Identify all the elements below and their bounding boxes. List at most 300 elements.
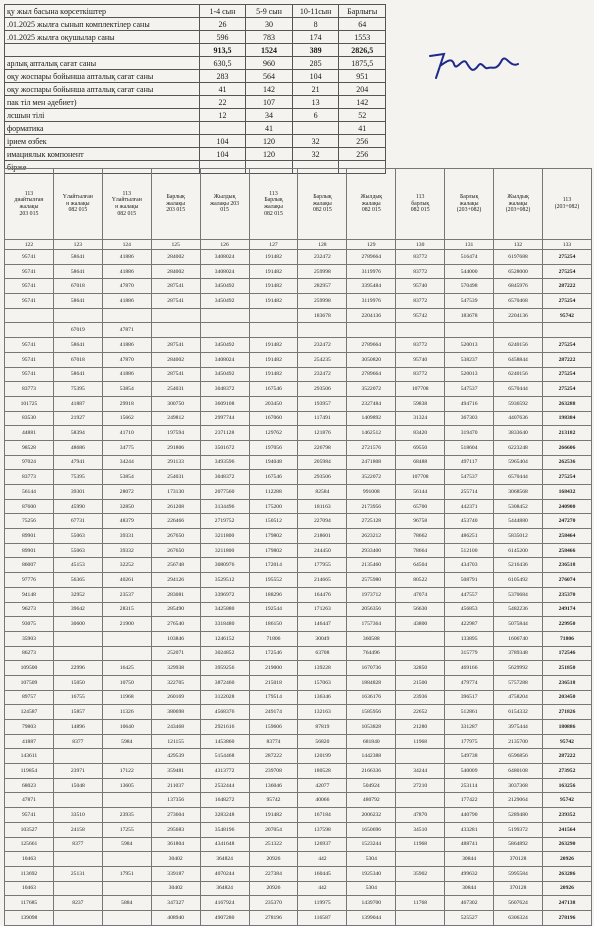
table-cell: 278196 [542,910,591,925]
table-cell: 4341648 [200,837,249,852]
table-cell: 5304 [347,881,396,896]
table-cell: 83773 [5,382,54,397]
table-cell: 267650 [151,529,200,544]
table-cell: 3408024 [200,264,249,279]
table-cell: 278196 [249,910,298,925]
table-cell: 2532444 [200,778,249,793]
summary-row [5,109,386,122]
table-cell: 1648272 [200,793,249,808]
table-cell: 1650696 [347,822,396,837]
table-cell: 1053828 [347,720,396,735]
summary-label: лсшын тілі [5,109,200,122]
summary-row [5,70,386,83]
table-cell: 6105492 [494,573,543,588]
table-cell [200,308,249,323]
column-number: 133 [542,240,591,250]
table-cell: 453740 [445,514,494,529]
table-cell: 520013 [445,367,494,382]
table-cell: 96758 [396,514,445,529]
summary-cell: 913,5 [199,44,246,57]
summary-row [5,135,386,148]
table-cell: 23971 [53,764,102,779]
table-cell: 273604 [151,808,200,823]
table-cell: 97024 [5,455,54,470]
table-cell: 275254 [542,250,591,265]
table-cell: 126937 [298,837,347,852]
table-cell: 47870 [102,279,151,294]
table-cell: 167546 [249,470,298,485]
summary-label: .01.2025 жылға оқушылар саны [5,31,200,44]
summary-row [5,31,386,44]
table-cell: 6480108 [494,764,543,779]
table-cell: 275254 [542,264,591,279]
table-cell: 3395484 [347,279,396,294]
table-cell: 3211800 [200,543,249,558]
table-cell: 681840 [347,734,396,749]
table-cell: 5995584 [494,866,543,881]
table-cell: 191482 [249,352,298,367]
column-number: 129 [347,240,396,250]
table-cell: 5308452 [494,499,543,514]
table-cell: 173130 [151,485,200,500]
table-cell: 5154468 [200,749,249,764]
table-cell: 120199 [298,749,347,764]
summary-cell: 1-4 сын [199,5,246,18]
table-cell: 75256 [5,514,54,529]
table-cell: 3609108 [200,396,249,411]
table-cell: 82584 [298,485,347,500]
table-cell: 101725 [5,396,54,411]
table-cell: 97776 [5,573,54,588]
table-cell: 361804 [151,837,200,852]
table-cell [53,308,102,323]
table-cell: 8237 [53,896,102,911]
summary-cell: 389 [292,44,339,57]
table-cell: 53854 [102,470,151,485]
summary-cell: 21 [292,83,339,96]
table-cell [298,323,347,338]
column-header: 113 Барлық жалақы 082 015 [249,169,298,240]
table-row [5,778,592,793]
table-cell: 359481 [151,764,200,779]
table-cell: 3872460 [200,675,249,690]
table-cell: 3522072 [347,470,396,485]
table-cell [102,631,151,646]
table-cell: 71806 [249,631,298,646]
table-cell: 168432 [542,485,591,500]
summary-cell: 52 [339,109,386,122]
table-cell [396,323,445,338]
table-cell: 86273 [5,646,54,661]
table-cell: 10463 [5,881,54,896]
column-header: 113 диайтылған жалақы 203 015 [5,169,54,240]
table-cell: 2789664 [347,250,396,265]
table-cell: 207054 [249,822,298,837]
summary-cell: 951 [339,70,386,83]
table-cell: 6223248 [494,440,543,455]
column-header: Үлайтылған н жалақы 082 015 [53,169,102,240]
table-row [5,602,592,617]
table-cell: 83772 [396,250,445,265]
table-cell: 3119976 [347,264,396,279]
table-cell: 68023 [5,778,54,793]
table-cell: 3493596 [200,455,249,470]
table-cell: 177422 [445,793,494,808]
table-row [5,455,592,470]
table-cell: 39332 [102,543,151,558]
table-cell: 991008 [347,485,396,500]
summary-cell: 204 [339,83,386,96]
table-cell [542,323,591,338]
table-cell: 218601 [298,529,347,544]
table-cell [494,323,543,338]
table-cell: 2575980 [347,573,396,588]
table-cell: 287541 [151,279,200,294]
table-cell: 179514 [249,690,298,705]
table-cell: 263288 [542,396,591,411]
summary-row [5,83,386,96]
table-cell: 2719752 [200,514,249,529]
table-cell: 95742 [542,734,591,749]
table-cell: 235370 [249,896,298,911]
summary-cell: 630,5 [199,57,246,70]
table-cell [445,323,494,338]
table-cell: 287541 [151,294,200,309]
table-cell: 95741 [5,808,54,823]
summary-cell: 283 [199,70,246,83]
summary-cell: 104 [292,70,339,83]
table-cell: 3450492 [200,367,249,382]
table-cell: 194048 [249,455,298,470]
table-cell: 191482 [249,250,298,265]
table-cell: 186150 [249,617,298,632]
table-cell: 215018 [249,675,298,690]
table-cell: 39301 [53,485,102,500]
summary-cell: 107 [246,96,293,109]
table-cell: 6570444 [494,470,543,485]
summary-table [4,4,386,174]
table-cell: 172014 [249,558,298,573]
summary-row [5,18,386,31]
table-cell: 47870 [102,352,151,367]
table-cell: 2789664 [347,367,396,382]
table-cell: 95741 [5,338,54,353]
table-cell: 8377 [53,734,102,749]
table-row [5,308,592,323]
table-row [5,837,592,852]
table-cell: 48686 [53,440,102,455]
table-cell: 21280 [396,720,445,735]
table-cell: 20926 [542,881,591,896]
table-cell: 547537 [445,470,494,485]
column-number: 131 [445,240,494,250]
table-cell: 251850 [542,661,591,676]
table-cell: 1523244 [347,837,396,852]
table-cell: 244450 [298,543,347,558]
table-cell: 508791 [445,573,494,588]
table-row [5,529,592,544]
table-row [5,661,592,676]
table-cell: 408940 [151,910,200,925]
table-cell: 139228 [298,661,347,676]
table-cell: 6458844 [494,352,543,367]
table-cell: 39642 [53,602,102,617]
column-number: 127 [249,240,298,250]
table-row [5,426,592,441]
table-cell: 469166 [445,661,494,676]
table-cell [102,881,151,896]
table-cell: 315779 [445,646,494,661]
table-cell: 3450492 [200,279,249,294]
table-cell: 39331 [102,529,151,544]
summary-cell: 6 [292,109,339,122]
summary-row [5,57,386,70]
table-cell: 15050 [53,675,102,690]
table-row [5,720,592,735]
column-number: 132 [494,240,543,250]
table-cell: 41886 [102,250,151,265]
table-cell: 488741 [445,837,494,852]
table-cell: 322705 [151,675,200,690]
table-cell: 20926 [249,881,298,896]
table-cell: 47871 [102,323,151,338]
table-cell: 95741 [5,279,54,294]
table-cell [396,646,445,661]
table-cell: 456853 [445,602,494,617]
table-cell: 396517 [445,690,494,705]
summary-cell: 41 [199,83,246,96]
table-cell: 143611 [5,749,54,764]
table-cell: 2721576 [347,440,396,455]
table-row [5,558,592,573]
table-cell: 71806 [542,631,591,646]
table-cell: 5629992 [494,661,543,676]
table-cell: 3450492 [200,294,249,309]
table-cell: 486251 [445,529,494,544]
table-cell: 2471808 [347,455,396,470]
table-cell: 65700 [396,499,445,514]
table-cell: 22996 [53,661,102,676]
table-cell: 43800 [396,617,445,632]
table-cell: 261208 [151,499,200,514]
table-cell: 2135700 [494,734,543,749]
table-cell: 287541 [151,338,200,353]
table-row [5,279,592,294]
table-cell: 175200 [249,499,298,514]
table-cell: 1757364 [347,617,396,632]
table-cell: 28315 [102,602,151,617]
table-row [5,470,592,485]
table-cell: 3318480 [200,617,249,632]
table-cell: 273952 [542,764,591,779]
table-cell: 254031 [151,470,200,485]
table-cell: 167184 [298,808,347,823]
table-cell: 78662 [396,529,445,544]
table-cell: 197056 [249,440,298,455]
table-cell: 58641 [53,367,102,382]
table-cell: 93075 [5,617,54,632]
table-cell: 67018 [53,352,102,367]
table-cell: 75395 [53,470,102,485]
table-cell: 370128 [494,881,543,896]
table-cell: 103527 [5,822,54,837]
table-cell: 95740 [396,352,445,367]
table-cell: 83420 [396,426,445,441]
table-cell: 171263 [298,602,347,617]
table-cell: 253114 [445,778,494,793]
table-cell: 34510 [396,822,445,837]
table-cell: 512100 [445,543,494,558]
table-cell: 180886 [542,720,591,735]
table-row [5,675,592,690]
table-cell: 23935 [102,808,151,823]
table-cell: 3211800 [200,529,249,544]
table-cell: 4070244 [200,866,249,881]
summary-label [5,44,200,57]
table-cell: 34244 [102,455,151,470]
table-cell: 293506 [298,382,347,397]
table-cell: 124587 [5,705,54,720]
table-cell: 17122 [102,764,151,779]
table-cell: 275254 [542,367,591,382]
table-cell: 3529512 [200,573,249,588]
table-row [5,866,592,881]
table-cell: 10640 [102,720,151,735]
summary-cell: 10-11сын [292,5,339,18]
table-cell: 287541 [151,367,200,382]
table-row [5,338,592,353]
table-cell: 6845976 [494,279,543,294]
table-cell: 6240156 [494,367,543,382]
table-cell: 570498 [445,279,494,294]
table-cell: 547537 [445,382,494,397]
table-cell: 163256 [542,778,591,793]
table-cell: 129762 [249,426,298,441]
table-cell: 2997744 [200,411,249,426]
table-cell: 11968 [102,690,151,705]
table-row [5,396,592,411]
table-cell: 191482 [249,279,298,294]
table-cell: 5216436 [494,558,543,573]
table-row [5,734,592,749]
table-cell: 6596856 [494,749,543,764]
table-cell: 516474 [445,250,494,265]
table-cell: 319470 [445,426,494,441]
table-cell: 480792 [347,793,396,808]
table-cell: 1246152 [200,631,249,646]
summary-cell: Барлығы [339,5,386,18]
table-cell: 192544 [249,602,298,617]
table-cell: 339187 [151,866,200,881]
table-cell: 15048 [53,778,102,793]
column-number: 122 [5,240,54,250]
table-row [5,587,592,602]
table-cell: 89901 [5,529,54,544]
table-cell: 3396972 [200,587,249,602]
column-number: 126 [200,240,249,250]
table-cell: 2789664 [347,338,396,353]
table-cell: 157063 [298,675,347,690]
table-cell: 22652 [396,705,445,720]
table-cell: 116587 [298,910,347,925]
table-cell: 47074 [396,587,445,602]
table-cell: 1670736 [347,661,396,676]
table-cell: 239352 [542,808,591,823]
table-cell: 232472 [298,250,347,265]
table-cell: 380698 [151,705,200,720]
table-cell: 63708 [298,646,347,661]
summary-cell: 256 [339,135,386,148]
table-cell: 55063 [53,529,102,544]
table-cell: 20926 [249,852,298,867]
table-cell: 2204136 [494,308,543,323]
table-cell: 41886 [102,294,151,309]
table-cell: 167060 [249,411,298,426]
table-cell: 3522072 [347,382,396,397]
table-cell: 1453860 [200,734,249,749]
summary-label: имациялык компонент [5,148,200,161]
table-row [5,910,592,925]
table-cell: 87819 [298,720,347,735]
table-cell: 45990 [53,499,102,514]
summary-cell: 1524 [246,44,293,57]
table-cell: 146447 [298,617,347,632]
table-cell: 547539 [445,294,494,309]
table-cell: 83772 [396,367,445,382]
summary-cell: 960 [246,57,293,70]
table-cell: 2135460 [347,558,396,573]
column-header: Барлық жалақы 203 015 [151,169,200,240]
table-cell: 47941 [53,455,102,470]
table-cell: 150512 [249,514,298,529]
handwritten-signature [426,46,526,86]
table-cell: 56144 [5,485,54,500]
table-cell: 4758204 [494,690,543,705]
table-cell: 1925340 [347,866,396,881]
table-cell: 112288 [249,485,298,500]
table-cell: 494716 [445,396,494,411]
table-cell [102,646,151,661]
table-cell: 367303 [445,411,494,426]
table-cell: 83774 [249,734,298,749]
table-cell: 95741 [5,367,54,382]
salary-table [4,168,592,926]
summary-cell: 104 [199,135,246,148]
table-cell: 447557 [445,587,494,602]
table-cell [151,323,200,338]
table-cell: 5482236 [494,602,543,617]
table-cell: 172546 [249,646,298,661]
table-cell: 21900 [102,617,151,632]
table-cell: 180528 [298,764,347,779]
table-cell: 260169 [151,690,200,705]
table-cell: 2129064 [494,793,543,808]
table-cell: 479774 [445,675,494,690]
table-cell: 284002 [151,352,200,367]
column-number: 128 [298,240,347,250]
table-cell: 255714 [445,485,494,500]
table-cell: 3068568 [494,485,543,500]
table-cell: 266606 [542,440,591,455]
table-cell: 177975 [445,734,494,749]
summary-cell: 256 [339,148,386,161]
table-cell: 211037 [151,778,200,793]
table-cell: 285490 [151,602,200,617]
table-row [5,617,592,632]
table-cell: 67019 [53,323,102,338]
column-header: Барлық жалақы (203+082) [445,169,494,240]
table-cell: 5757288 [494,675,543,690]
